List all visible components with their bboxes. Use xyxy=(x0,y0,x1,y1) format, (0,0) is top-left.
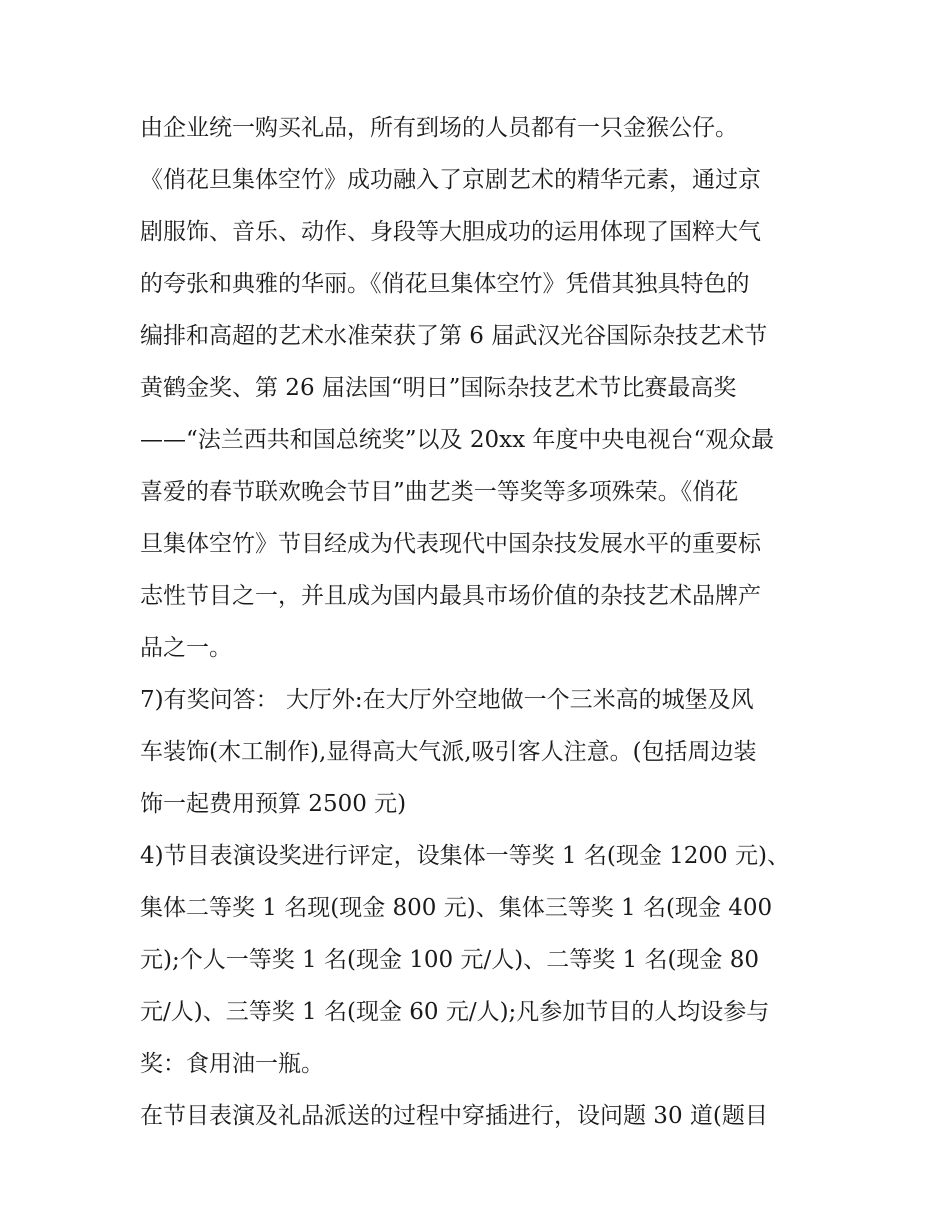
text-line: 在节目表演及礼品派送的过程中穿插进行，设问题 30 道(题目 xyxy=(140,1103,768,1129)
text-line: 黄鹤金奖、第 26 届法国“明日”国际杂技艺术节比赛最高奖 xyxy=(140,375,737,401)
text-line: 奖：食用油一瓶。 xyxy=(140,1051,324,1077)
text-line: 品之一。 xyxy=(140,635,232,661)
text-line: 由企业统一购买礼品，所有到场的人员都有一只金猴公仔。 xyxy=(140,115,738,141)
text-line: 《俏花旦集体空竹》成功融入了京剧艺术的精华元素，通过京 xyxy=(140,167,761,193)
text-line: 4)节目表演设奖进行评定，设集体一等奖 1 名(现金 1200 元)、 xyxy=(140,843,790,869)
text-line: 7)有奖问答： 大厅外:在大厅外空地做一个三米高的城堡及风 xyxy=(140,687,754,713)
text-line: ——“法兰西共和国总统奖”以及 20xx 年度中央电视台“观众最 xyxy=(140,427,775,453)
text-line: 元/人)、三等奖 1 名(现金 60 元/人);凡参加节目的人均设参与 xyxy=(140,999,770,1025)
text-line: 集体二等奖 1 名现(现金 800 元)、集体三等奖 1 名(现金 400 xyxy=(140,895,773,921)
text-line: 编排和高超的艺术水准荣获了第 6 届武汉光谷国际杂技艺术节 xyxy=(140,323,768,349)
text-line: 志性节目之一，并且成为国内最具市场价值的杂技艺术品牌产 xyxy=(140,583,761,609)
text-line: 剧服饰、音乐、动作、身段等大胆成功的运用体现了国粹大气 xyxy=(140,219,761,245)
body-text xyxy=(140,102,820,1142)
text-line: 旦集体空竹》节目经成为代表现代中国杂技发展水平的重要标 xyxy=(140,531,761,557)
text-line: 车装饰(木工制作),显得高大气派,吸引客人注意。(包括周边装 xyxy=(140,739,757,765)
text-line: 喜爱的春节联欢晚会节目”曲艺类一等奖等多项殊荣。《俏花 xyxy=(140,479,739,505)
text-line: 元);个人一等奖 1 名(现金 100 元/人)、二等奖 1 名(现金 80 xyxy=(140,947,760,973)
text-line: 的夸张和典雅的华丽。《俏花旦集体空竹》凭借其独具特色的 xyxy=(140,271,750,297)
text-line: 饰一起费用预算 2500 元) xyxy=(140,791,407,817)
